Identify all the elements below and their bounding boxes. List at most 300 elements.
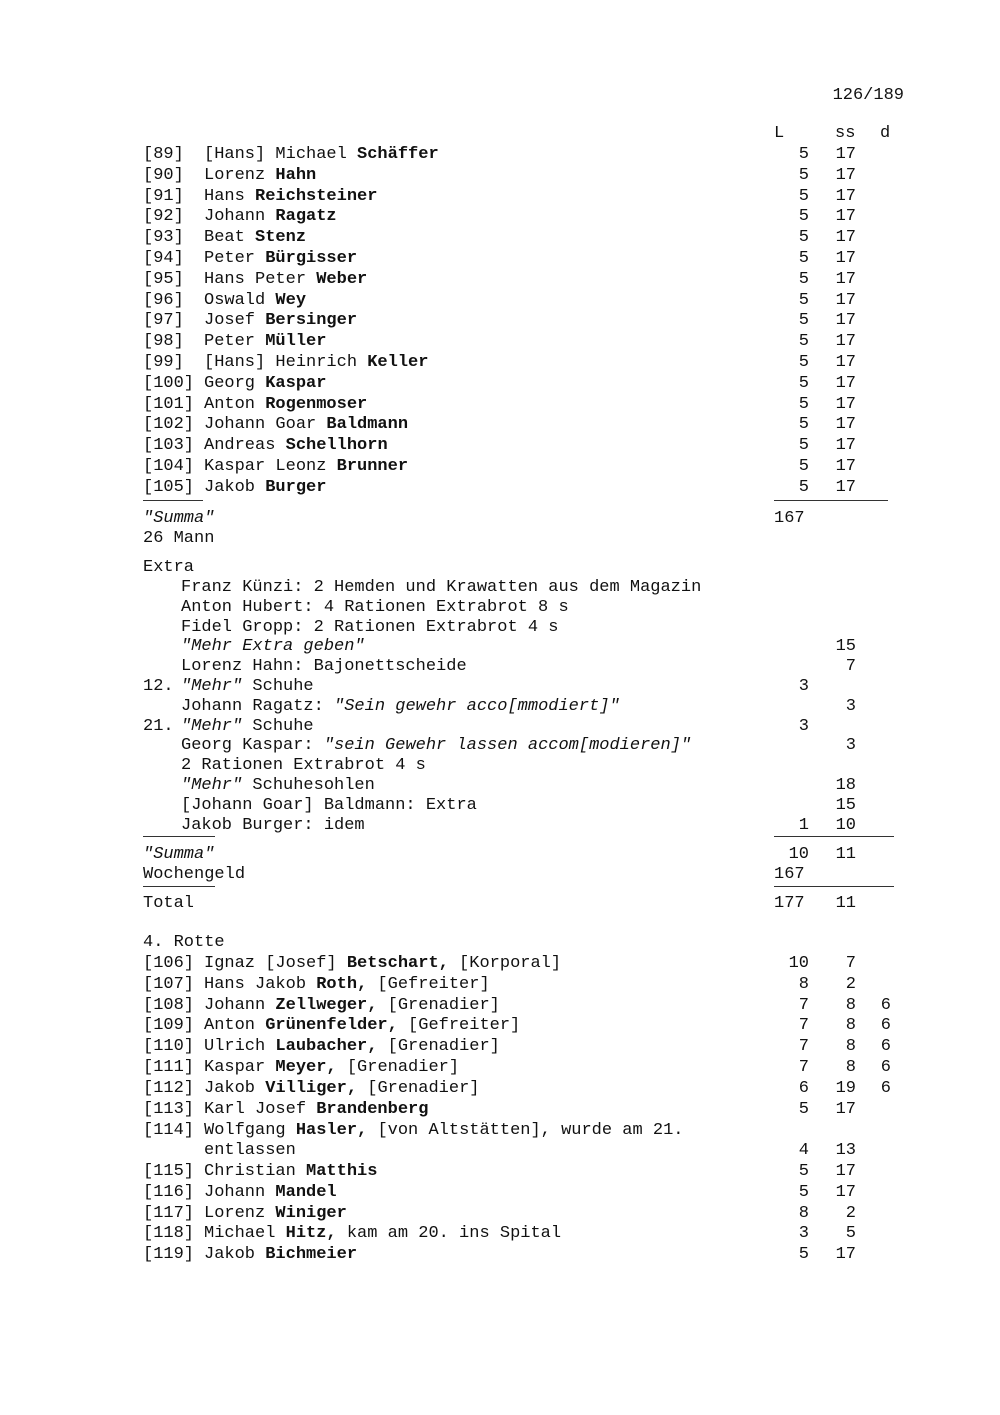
quoted-text: "Sein gewehr acco[mmodiert]" (334, 696, 620, 716)
entry-forename: Oswald (204, 290, 276, 310)
entry-row (0, 1223, 1000, 1244)
entry-L: 10 (788, 954, 809, 973)
entry-L: 5 (798, 269, 809, 289)
summa-L: 167 (774, 509, 805, 528)
entry-surname: Matthis (306, 1162, 378, 1181)
entry-ss: 17 (835, 228, 856, 248)
entry-ss: 5 (845, 1224, 856, 1244)
entry-index: [118] (143, 1224, 195, 1244)
entry-note: [Grenadier] (377, 1037, 500, 1057)
extra-L: 3 (798, 677, 809, 696)
extra-L: 1 (798, 815, 809, 835)
entry-row (0, 995, 1000, 1016)
entry-ss: 19 (835, 1078, 856, 1098)
entry-L: 5 (798, 436, 809, 456)
total-label: Total (143, 894, 195, 913)
entry-row (0, 1161, 1000, 1182)
entry-ss: 17 (835, 1182, 856, 1202)
extra-line (0, 755, 1000, 776)
entry-L: 5 (798, 394, 809, 414)
entry-forename: Andreas (204, 436, 286, 456)
entry-name (204, 1244, 357, 1265)
entry-ss: 8 (845, 995, 856, 1015)
entry-index: [113] (143, 1099, 195, 1119)
entry-row (0, 394, 1000, 415)
entry-surname: Wey (275, 290, 307, 310)
entry-ss: 17 (835, 477, 856, 497)
entry-index: [95] (143, 269, 184, 289)
entry-name (204, 995, 500, 1016)
entry-surname: Keller (367, 353, 429, 372)
entry-name (204, 165, 316, 186)
entry-L: 5 (798, 186, 809, 206)
entry-index: [94] (143, 249, 184, 268)
entry-name (204, 1161, 377, 1182)
extra-line (0, 636, 1000, 657)
extra-line (0, 597, 1000, 618)
entry-surname: Hahn (275, 165, 317, 185)
header-ss: ss (835, 124, 856, 143)
extra-text: Lorenz Hahn: Bajonettscheide (181, 657, 467, 677)
entry-row (0, 227, 1000, 248)
entry-row (0, 373, 1000, 394)
entry-ss: 17 (835, 269, 856, 289)
extra-ss: 15 (835, 795, 856, 815)
column-headers (0, 123, 1000, 144)
entry-ss: 2 (845, 1203, 856, 1223)
entry-row (0, 456, 1000, 477)
sum-rule-3 (774, 886, 894, 887)
entry-name (204, 435, 388, 456)
entry-forename: Johann (204, 207, 276, 227)
extra-title-row (0, 557, 1000, 578)
entry-surname: Schäffer (357, 145, 439, 164)
sum-rule-left-2 (143, 836, 215, 837)
entry-forename: [Hans] Michael (204, 145, 358, 164)
entry-ss: 2 (845, 974, 856, 994)
entry-index: [110] (143, 1037, 195, 1057)
entry-forename: Jakob (204, 477, 266, 497)
entry-L: 8 (798, 1203, 809, 1223)
page-number: 126/189 (832, 86, 904, 105)
entry-index: [99] (143, 353, 184, 372)
entry-index: [93] (143, 228, 184, 248)
entry-index: [97] (143, 311, 184, 331)
extra-ss: 18 (835, 776, 856, 795)
entry-d: 6 (880, 1037, 891, 1057)
entry-row (0, 165, 1000, 186)
entry-row (0, 248, 1000, 269)
entry-name (204, 227, 306, 248)
entry-forename: Hans (204, 186, 256, 206)
wochengeld-L: 167 (774, 865, 805, 884)
entry-index: [106] (143, 954, 195, 973)
entry-name (204, 953, 561, 974)
entry-L: 5 (798, 477, 809, 497)
extra-line (0, 775, 1000, 796)
entry-ss: 17 (835, 311, 856, 331)
entry-name (204, 477, 326, 498)
entry-row (0, 269, 1000, 290)
entry-surname: Schellhorn (285, 436, 388, 456)
extra-date: 21. (143, 716, 174, 736)
extra-ss: 3 (845, 736, 856, 756)
entry-note: [Korporal] (448, 954, 562, 973)
summa-row-1 (0, 508, 1000, 529)
entry-index: [101] (143, 394, 195, 414)
entry-forename: [Hans] Heinrich (204, 353, 368, 372)
sum-rule-1 (774, 500, 888, 501)
extra-line (0, 696, 1000, 717)
header-L: L (774, 124, 785, 143)
entry-surname: Bersinger (265, 311, 358, 331)
entry-ss: 17 (835, 186, 856, 206)
extra-text: Jakob Burger: idem (181, 815, 365, 835)
entry-row-114-cont (0, 1140, 1000, 1161)
entry-name (204, 1182, 337, 1203)
extra-date: 12. (143, 677, 174, 696)
quoted-text: "Mehr Extra geben" (181, 637, 365, 657)
entry-forename: Hans Jakob (204, 974, 317, 994)
entry-forename: Lorenz (204, 1203, 276, 1223)
entry-ss: 17 (835, 1162, 856, 1181)
entry-forename: Ulrich (204, 1037, 276, 1057)
entry-surname: Ragatz (275, 207, 337, 227)
entry-d: 6 (880, 1016, 891, 1036)
entry-surname: Brunner (336, 457, 409, 476)
entry-surname: Hasler, (295, 1121, 368, 1140)
entry-forename: Ignaz [Josef] (204, 954, 347, 973)
entry-name (204, 144, 439, 165)
entry-row (0, 1203, 1000, 1224)
entry-row (0, 974, 1000, 995)
entry-row (0, 477, 1000, 498)
entry-row (0, 1078, 1000, 1099)
entry-L: 7 (798, 1058, 809, 1077)
entry-d: 6 (880, 1058, 891, 1077)
entry-name (204, 414, 408, 435)
entry-ss: 17 (835, 457, 856, 476)
rotte-title: 4. Rotte (143, 933, 225, 952)
total-L: 177 (774, 894, 805, 913)
entry-row (0, 1036, 1000, 1057)
rotte-title-row (0, 932, 1000, 953)
entry-surname: Müller (265, 332, 327, 352)
entry-index: [105] (143, 477, 195, 497)
entry-row (0, 1057, 1000, 1078)
extra-line (0, 795, 1000, 816)
summa-label: "Summa" (143, 509, 215, 528)
mann-row (0, 528, 1000, 549)
entry-ss: 17 (835, 145, 856, 164)
extra-L: 3 (798, 716, 809, 736)
summa-row-2 (0, 844, 1000, 865)
entry-L: 5 (798, 415, 809, 435)
entry-surname: Stenz (255, 228, 307, 248)
entry-index: [102] (143, 415, 195, 435)
entry-ss: 17 (835, 436, 856, 456)
entry-L: 5 (798, 311, 809, 331)
extra-line (0, 656, 1000, 677)
entry-ss: 17 (835, 1099, 856, 1119)
extra-text: "Mehr" Schuhesohlen (181, 776, 375, 795)
entry-forename: Johann (204, 995, 276, 1015)
entry-L: 5 (798, 373, 809, 393)
entry-forename: Peter (204, 332, 266, 352)
entry-name (204, 1015, 520, 1036)
entry-ss: 17 (835, 373, 856, 393)
entry-index: [119] (143, 1245, 195, 1265)
entry-d: 6 (880, 1078, 891, 1098)
entry-forename: Anton (204, 1016, 266, 1036)
entry-name (204, 394, 367, 415)
entry-forename: Jakob (204, 1245, 266, 1265)
extra-title: Extra (143, 558, 195, 577)
extra-line (0, 577, 1000, 598)
entry-forename: Johann Goar (204, 415, 327, 435)
entry-surname: Villiger, (265, 1078, 358, 1098)
extra-text: 2 Rationen Extrabrot 4 s (181, 756, 426, 776)
entry-continuation: entlassen (204, 1141, 296, 1160)
extra-line (0, 716, 1000, 737)
entry-index: [98] (143, 332, 184, 352)
entry-index: [108] (143, 995, 195, 1015)
entry-name (204, 186, 377, 207)
entry-name (204, 206, 337, 227)
entry-L: 5 (798, 290, 809, 310)
entry-surname: Roth, (316, 974, 368, 994)
entry-surname: Hitz, (285, 1224, 337, 1244)
entry-forename: Johann (204, 1182, 276, 1202)
extra-text: "Mehr" Schuhe (181, 677, 314, 696)
entry-ss: 17 (835, 165, 856, 185)
entry-name (204, 248, 357, 269)
entry-forename: Georg (204, 373, 266, 393)
extra-line (0, 617, 1000, 638)
extra-text: Anton Hubert: 4 Rationen Extrabrot 8 s (181, 597, 569, 617)
entry-note: [Grenadier] (357, 1078, 480, 1098)
entry-note: [Grenadier] (336, 1058, 460, 1077)
entry-L: 5 (798, 145, 809, 164)
entry-L: 5 (798, 1182, 809, 1202)
extra-summa-ss: 11 (835, 845, 856, 864)
entry-surname: Laubacher, (275, 1037, 378, 1057)
extra-ss: 3 (845, 696, 856, 716)
entry-L: 5 (798, 353, 809, 372)
extra-line (0, 735, 1000, 756)
entry-L: 4 (798, 1141, 809, 1160)
entry-index: [91] (143, 186, 184, 206)
entry-index: [112] (143, 1078, 195, 1098)
entry-name (204, 1203, 347, 1224)
entry-L: 5 (798, 332, 809, 352)
entry-L: 7 (798, 1016, 809, 1036)
entry-row (0, 310, 1000, 331)
entry-forename: Christian (204, 1162, 307, 1181)
entry-forename: Kaspar (204, 1058, 276, 1077)
entry-L: 8 (798, 974, 809, 994)
entry-surname: Burger (265, 477, 327, 497)
extra-line (0, 676, 1000, 697)
entry-index: [92] (143, 207, 184, 227)
entry-forename: Peter (204, 249, 266, 268)
entry-name (204, 373, 326, 394)
entry-forename: Michael (204, 1224, 286, 1244)
entry-L: 7 (798, 1037, 809, 1057)
entry-row (0, 414, 1000, 435)
entry-L: 5 (798, 228, 809, 248)
extra-text: "Mehr" Schuhe (181, 716, 314, 736)
entry-surname: Mandel (275, 1182, 337, 1202)
entry-ss: 7 (845, 954, 856, 973)
extra-text: Franz Künzi: 2 Hemden und Krawatten aus dem Magazin (181, 578, 702, 597)
entry-surname: Meyer, (275, 1058, 337, 1077)
entry-ss: 17 (835, 1245, 856, 1265)
entry-name (204, 331, 326, 352)
entry-ss: 8 (845, 1016, 856, 1036)
entry-forename: Josef (204, 311, 266, 331)
entry-L: 6 (798, 1078, 809, 1098)
entry-index: [90] (143, 165, 184, 185)
entry-ss: 17 (835, 207, 856, 227)
entry-index: [89] (143, 145, 184, 164)
extra-text: Johann Ragatz: "Sein gewehr acco[mmodiert]" (181, 696, 620, 716)
entry-note: [Gefreiter] (367, 974, 490, 994)
entry-ss: 17 (835, 249, 856, 268)
entry-index: [114] (143, 1121, 195, 1140)
sum-rule-left-3 (143, 886, 215, 887)
entry-surname: Reichsteiner (255, 186, 378, 206)
entry-row (0, 953, 1000, 974)
sum-rule-2 (774, 836, 894, 837)
entry-index: [109] (143, 1016, 195, 1036)
entry-L: 5 (798, 207, 809, 227)
wochengeld-label: Wochengeld (143, 865, 246, 884)
entry-forename: Karl Josef (204, 1099, 317, 1119)
quoted-text: "Mehr" (181, 776, 243, 795)
entry-ss: 13 (835, 1141, 856, 1160)
entry-row (0, 435, 1000, 456)
quoted-text: "Mehr" (181, 716, 243, 736)
entry-note: [Gefreiter] (397, 1016, 521, 1036)
entry-name (204, 310, 357, 331)
extra-ss: 7 (845, 657, 856, 677)
entry-row-114 (0, 1120, 1000, 1141)
entry-name (204, 290, 306, 311)
entry-index: [117] (143, 1203, 195, 1223)
extra-text: [Johann Goar] Baldmann: Extra (181, 795, 477, 815)
entry-forename: Hans Peter (204, 269, 317, 289)
extra-text: Georg Kaspar: "sein Gewehr lassen accom[modieren]" (181, 736, 692, 756)
entry-ss: 17 (835, 332, 856, 352)
entry-row (0, 1182, 1000, 1203)
entry-L: 7 (798, 995, 809, 1015)
entry-forename: Kaspar Leonz (204, 457, 337, 476)
entry-row (0, 186, 1000, 207)
entry-surname: Brandenberg (316, 1099, 429, 1119)
extra-text (181, 636, 365, 657)
sum-rule-left-1 (143, 500, 203, 501)
entry-index: [100] (143, 373, 195, 393)
entry-name (204, 974, 490, 995)
entry-d: 6 (880, 995, 891, 1015)
extra-text: Fidel Gropp: 2 Rationen Extrabrot 4 s (181, 617, 559, 637)
entry-ss: 8 (845, 1058, 856, 1077)
entry-index: [103] (143, 436, 195, 456)
entry-L: 5 (798, 457, 809, 476)
entry-name (204, 1036, 500, 1057)
entry-ss: 17 (835, 415, 856, 435)
entry-L: 5 (798, 1162, 809, 1181)
entry-index: [96] (143, 290, 184, 310)
entry-index: [116] (143, 1182, 195, 1202)
entry-row (0, 206, 1000, 227)
entry-row (0, 352, 1000, 373)
entry-surname: Rogenmoser (265, 394, 368, 414)
total-row (0, 893, 1000, 914)
extra-ss: 15 (835, 637, 856, 657)
entry-surname: Kaspar (265, 373, 327, 393)
mann-count: 26 Mann (143, 529, 215, 548)
entry-name: Wolfgang Hasler, [von Altstätten], wurde am 21. (204, 1121, 684, 1140)
header-d: d (880, 124, 891, 143)
extra-summa-label: "Summa" (143, 845, 215, 864)
entry-L: 3 (798, 1224, 809, 1244)
entry-surname: Baldmann (326, 415, 409, 435)
entry-forename: Jakob (204, 1078, 266, 1098)
entry-L: 5 (798, 1099, 809, 1119)
entry-name (204, 1057, 459, 1078)
entry-surname: Bürgisser (265, 249, 358, 268)
extra-summa-L: 10 (788, 845, 809, 864)
entry-surname: Winiger (275, 1203, 347, 1223)
entry-ss: 8 (845, 1037, 856, 1057)
entry-note: [Grenadier] (377, 995, 500, 1015)
entry-row (0, 144, 1000, 165)
entry-surname: Bichmeier (265, 1245, 358, 1265)
entry-L: 5 (798, 1245, 809, 1265)
entry-L: 5 (798, 249, 809, 268)
entry-forename: Beat (204, 228, 256, 248)
total-ss: 11 (835, 894, 856, 913)
entry-row (0, 290, 1000, 311)
entry-index: [107] (143, 974, 195, 994)
entry-row (0, 1099, 1000, 1120)
entry-surname: Grünenfelder, (265, 1016, 398, 1036)
entry-name (204, 1099, 428, 1120)
entry-ss: 17 (835, 290, 856, 310)
extra-ss: 10 (835, 815, 856, 835)
entry-row (0, 1244, 1000, 1265)
entry-ss: 17 (835, 353, 856, 372)
entry-index: [111] (143, 1058, 195, 1077)
entry-name (204, 1078, 479, 1099)
entry-name (204, 352, 428, 373)
entry-name (204, 1223, 561, 1244)
entry-L: 5 (798, 165, 809, 185)
entry-ss: 17 (835, 394, 856, 414)
entry-row (0, 331, 1000, 352)
quoted-text: "sein Gewehr lassen accom[modieren]" (323, 736, 692, 756)
entry-forename: Lorenz (204, 165, 276, 185)
entry-surname: Betschart, (346, 954, 449, 973)
entry-forename: Anton (204, 394, 266, 414)
quoted-text: "Mehr" (181, 677, 243, 696)
entry-index: [104] (143, 457, 195, 476)
extra-line (0, 815, 1000, 836)
entry-surname: Weber (316, 269, 368, 289)
entry-name (204, 269, 367, 290)
